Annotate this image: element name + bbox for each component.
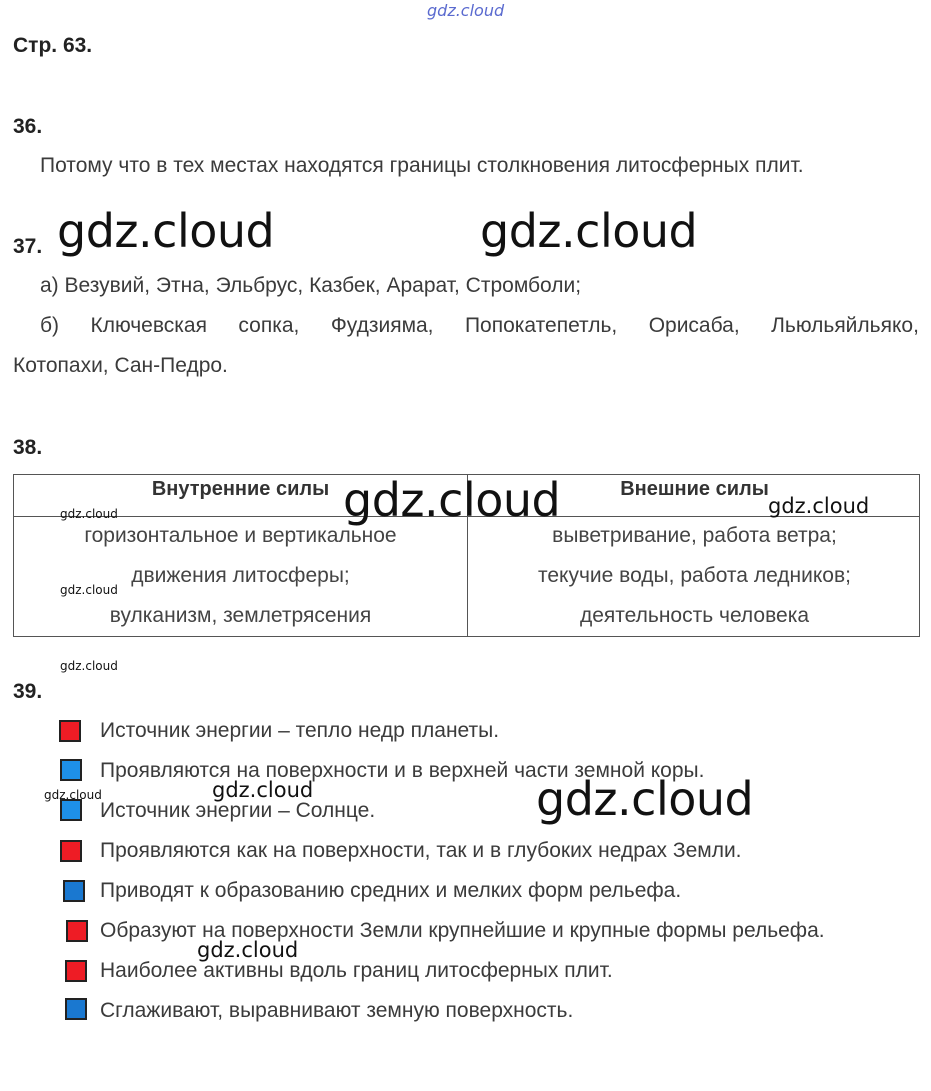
list-item: Образуют на поверхности Земли крупнейшие и крупные формы рельефа. [100, 919, 825, 942]
watermark-top: gdz.cloud [427, 1, 505, 20]
external-forces-cell [468, 516, 921, 636]
task-37-line-b2: Котопахи, Сан-Педро. [13, 354, 228, 377]
task-37-line-a: а) Везувий, Этна, Эльбрус, Казбек, Арарат, Стромболи; [40, 274, 582, 297]
list-item: Источник энергии – тепло недр планеты. [100, 719, 500, 742]
cell-line: деятельность человека [579, 604, 810, 627]
internal-forces-cell [14, 516, 467, 636]
list-item: Сглаживают, выравнивают земную поверхность. [100, 999, 574, 1022]
word: Фудзияма, [330, 314, 434, 337]
word: Орисаба, [648, 314, 740, 337]
task-38-number: 38. [13, 436, 43, 459]
cell-line: выветривание, работа ветра; [552, 524, 837, 547]
list-item: Наиболее активны вдоль границ литосферных плит. [100, 959, 613, 982]
cell-line: движения литосферы; [131, 564, 350, 587]
task-37-number: 37. [13, 235, 43, 258]
watermark-medium: gdz.cloud [197, 938, 299, 962]
red-square-marker [66, 920, 88, 942]
watermark-large: gdz.cloud [536, 772, 754, 826]
red-square-marker [60, 840, 82, 862]
task-36-answer: Потому что в тех местах находятся границы столкновения литосферных плит. [40, 154, 804, 177]
list-item: Проявляются как на поверхности, так и в глубоких недрах Земли. [100, 839, 742, 862]
word: Ключевская [90, 314, 207, 337]
red-square-marker [65, 960, 87, 982]
blue-square-marker [63, 880, 85, 902]
watermark-small: gdz.cloud [60, 507, 118, 521]
watermark-large: gdz.cloud [57, 204, 275, 258]
list-item: Проявляются на поверхности и в верхней части земной коры. [100, 759, 705, 782]
word: б) [40, 314, 60, 337]
watermark-medium: gdz.cloud [768, 494, 870, 518]
task-37-line-b1 [40, 314, 919, 338]
list-item: Источник энергии – Солнце. [100, 799, 376, 822]
header-external-forces: Внешние силы [620, 478, 769, 500]
cell-line: вулканизм, землетрясения [109, 604, 372, 627]
header-internal-forces: Внутренние силы [151, 478, 330, 500]
watermark-small: gdz.cloud [60, 659, 118, 673]
task-36-number: 36. [13, 115, 43, 138]
watermark-small: gdz.cloud [44, 788, 102, 802]
blue-square-marker [60, 799, 82, 821]
list-item: Приводят к образованию средних и мелких форм рельефа. [100, 879, 682, 902]
task-39-number: 39. [13, 680, 43, 703]
watermark-small: gdz.cloud [60, 583, 118, 597]
page-heading: Стр. 63. [13, 34, 93, 57]
watermark-medium: gdz.cloud [212, 778, 314, 802]
blue-square-marker [60, 759, 82, 781]
word: Попокатепетль, [464, 314, 618, 337]
word: сопка, [238, 314, 300, 337]
watermark-large: gdz.cloud [343, 473, 561, 527]
word: Льюльяйльяко, [771, 314, 919, 337]
watermark-large: gdz.cloud [480, 204, 698, 258]
red-square-marker [59, 720, 81, 742]
cell-line: горизонтальное и вертикальное [84, 524, 397, 547]
cell-line: текучие воды, работа ледников; [538, 564, 851, 587]
blue-square-marker [65, 998, 87, 1020]
